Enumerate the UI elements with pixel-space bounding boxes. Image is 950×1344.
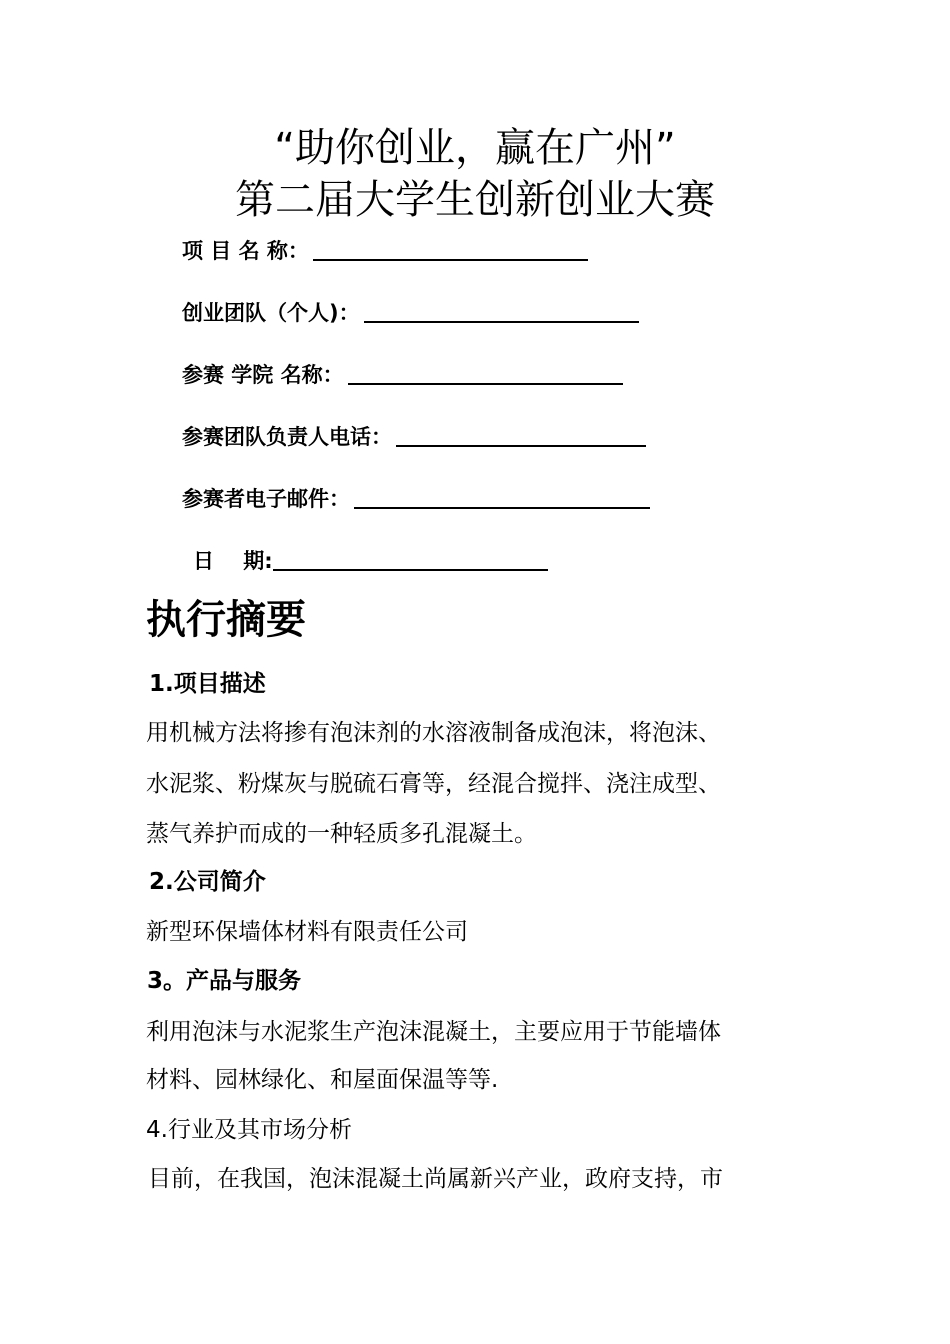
field-college [182,365,623,386]
field-team [182,303,639,324]
field-label: 参赛者电子邮件： [182,487,350,511]
field-leader-phone [182,427,646,448]
section-heading: 3。产品与服务 [147,968,302,994]
paragraph-line: 用机械方法将掺有泡沫剂的水溶液制备成泡沫，将泡沫、 [146,720,721,746]
section-heading: 2.公司简介 [149,869,266,895]
paragraph-line: 蒸气养护而成的一种轻质多孔混凝土。 [146,821,537,847]
section-heading: 4.行业及其市场分析 [146,1117,352,1143]
field-label: 参赛 学院 名称： [182,363,344,387]
field-label: 创业团队（个人)： [182,301,360,325]
paragraph-line: 新型环保墙体材料有限责任公司 [146,919,468,945]
blank-line[interactable] [273,569,548,571]
field-label: 项 目 名 称： [182,239,309,263]
section-heading: 1.项目描述 [149,671,266,697]
paragraph-line: 水泥浆、粉煤灰与脱硫石膏等，经混合搅拌、浇注成型、 [146,771,721,797]
title-line-1: “助你创业，赢在广州” [274,125,676,171]
blank-line[interactable] [313,259,588,261]
paragraph-line: 材料、园林绿化、和屋面保温等等. [146,1067,499,1093]
title-line-2: 第二届大学生创新创业大赛 [235,177,715,223]
summary-heading: 执行摘要 [146,597,306,643]
blank-line[interactable] [354,507,650,509]
field-label: 日 期: [193,549,273,573]
blank-line[interactable] [364,321,639,323]
blank-line[interactable] [396,445,646,447]
paragraph-line: 利用泡沫与水泥浆生产泡沫混凝土，主要应用于节能墙体 [146,1019,721,1045]
field-project-name [182,241,588,262]
field-email [182,489,650,510]
paragraph-line: 目前，在我国，泡沫混凝土尚属新兴产业，政府支持，市 [148,1166,723,1192]
field-date [193,551,548,572]
blank-line[interactable] [348,383,623,385]
field-label: 参赛团队负责人电话： [182,425,392,449]
